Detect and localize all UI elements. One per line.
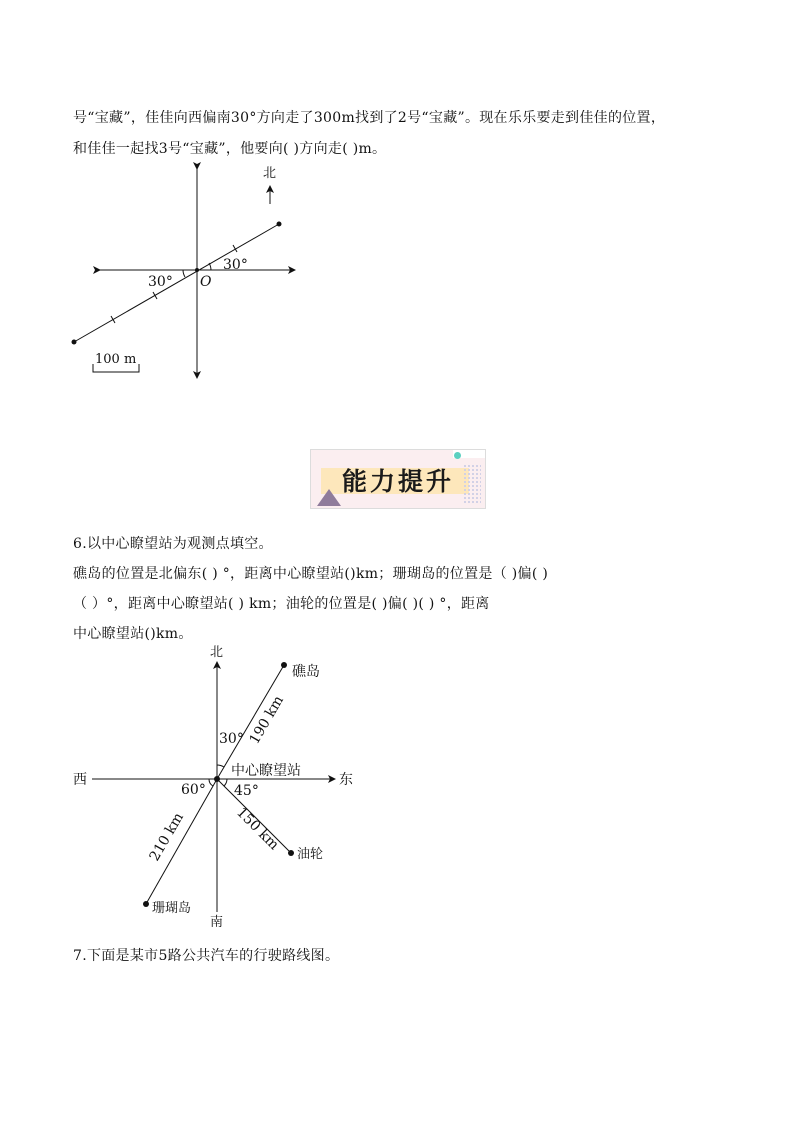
north-label: 北 bbox=[263, 166, 277, 181]
section-title: 能力提升 bbox=[341, 467, 454, 496]
problem5-text-line1: 号“宝藏”，佳佳向西偏南30°方向走了300m找到了2号“宝藏”。现在乐乐要走到佳佳的位置， bbox=[73, 110, 666, 126]
coral-distance-label: 210 km bbox=[146, 810, 187, 864]
problem6-text-line1: 6.以中心瞭望站为观测点填空。 bbox=[73, 536, 273, 552]
tanker-angle-label: 45° bbox=[234, 783, 259, 799]
tanker-label: 油轮 bbox=[297, 847, 324, 862]
problem6-text-line3: （ ）°，距离中心瞭望站( ) km；油轮的位置是( )偏( )( ) °，距离 bbox=[73, 596, 490, 612]
problem7-text-line1: 7.下面是某市5路公共汽车的行驶路线图。 bbox=[73, 948, 340, 964]
problem6-text-line2: 礁岛的位置是北偏东( ) °，距离中心瞭望站()km；珊瑚岛的位置是（ )偏( ) bbox=[73, 566, 549, 582]
south-label: 南 bbox=[210, 915, 224, 930]
scale-label: 100 m bbox=[95, 352, 137, 367]
reef-label: 礁岛 bbox=[292, 664, 320, 680]
coral-angle-arc bbox=[209, 779, 213, 786]
coral-angle-label: 60° bbox=[181, 782, 206, 798]
station-label: 中心瞭望站 bbox=[231, 763, 301, 779]
problem6-text-line4: 中心瞭望站()km。 bbox=[73, 626, 193, 642]
tanker-point bbox=[288, 850, 294, 856]
problem5-text-line2: 和佳佳一起找3号“宝藏”，他要向( )方向走( )m。 bbox=[73, 141, 387, 157]
reef-angle-arc bbox=[217, 765, 224, 767]
tanker-angle-arc bbox=[224, 779, 227, 786]
coral-point bbox=[143, 901, 149, 907]
reef-distance-label: 190 km bbox=[246, 693, 287, 747]
west-label: 西 bbox=[73, 772, 87, 788]
station-point bbox=[214, 776, 220, 782]
north-label: 北 bbox=[210, 645, 224, 660]
coral-label: 珊瑚岛 bbox=[152, 901, 192, 916]
reef-angle-label: 30° bbox=[219, 731, 244, 747]
angle-label-east: 30° bbox=[223, 257, 248, 273]
reef-point bbox=[281, 662, 287, 668]
origin-label: O bbox=[200, 274, 212, 290]
angle-label-west: 30° bbox=[148, 274, 173, 290]
east-label: 东 bbox=[339, 772, 353, 788]
tanker-distance-label: 150 km bbox=[233, 804, 282, 854]
